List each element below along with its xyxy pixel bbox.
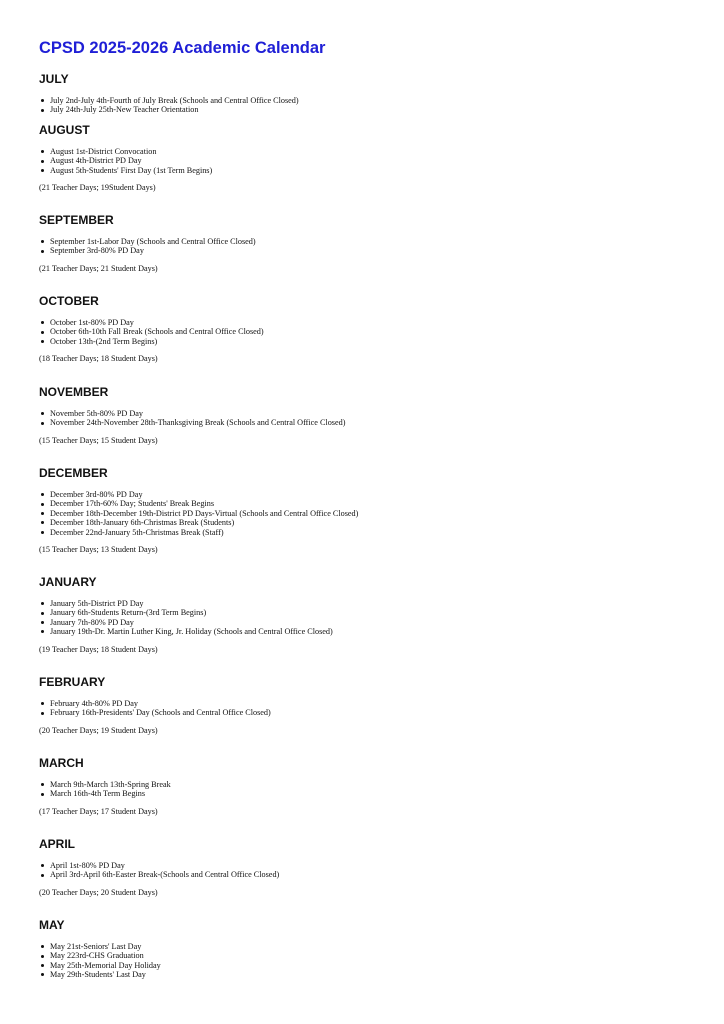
list-item: July 2nd-July 4th-Fourth of July Break (Schools and Central Office Closed) — [39, 96, 699, 105]
list-item: March 9th-March 13th-Spring Break — [39, 780, 699, 789]
list-item: May 25th-Memorial Day Holiday — [39, 961, 699, 970]
list-item: May 223rd-CHS Graduation — [39, 951, 699, 960]
month-section-november — [39, 385, 699, 445]
page-title: CPSD 2025-2026 Academic Calendar — [39, 39, 326, 57]
list-item: October 13th-(2nd Term Begins) — [39, 337, 699, 346]
list-item: February 4th-80% PD Day — [39, 699, 699, 708]
list-item: August 5th-Students' First Day (1st Term Begins) — [39, 166, 699, 175]
month-section-october — [39, 294, 699, 364]
list-item: December 3rd-80% PD Day — [39, 490, 699, 499]
month-heading: JANUARY — [39, 575, 97, 589]
month-heading: MAY — [39, 918, 65, 932]
list-item: July 24th-July 25th-New Teacher Orientation — [39, 105, 699, 114]
list-item: December 18th-December 19th-District PD Days-Virtual (Schools and Central Office Closed) — [39, 509, 699, 518]
list-item: November 24th-November 28th-Thanksgiving Break (Schools and Central Office Closed) — [39, 418, 699, 427]
event-list — [39, 861, 699, 880]
month-summary: (21 Teacher Days; 19Student Days) — [39, 183, 156, 193]
month-heading: OCTOBER — [39, 294, 99, 308]
list-item: August 4th-District PD Day — [39, 156, 699, 165]
event-list — [39, 942, 699, 980]
month-heading: SEPTEMBER — [39, 213, 114, 227]
event-list — [39, 780, 699, 799]
month-heading: NOVEMBER — [39, 385, 109, 399]
list-item: April 1st-80% PD Day — [39, 861, 699, 870]
event-list — [39, 96, 699, 115]
list-item: May 21st-Seniors' Last Day — [39, 942, 699, 951]
event-list — [39, 237, 699, 256]
month-summary: (15 Teacher Days; 15 Student Days) — [39, 435, 158, 445]
event-list — [39, 599, 699, 637]
month-heading: AUGUST — [39, 123, 90, 137]
month-section-may — [39, 918, 699, 980]
list-item: November 5th-80% PD Day — [39, 409, 699, 418]
calendar-document — [39, 38, 699, 64]
list-item: February 16th-Presidents' Day (Schools and Central Office Closed) — [39, 708, 699, 717]
month-heading: DECEMBER — [39, 466, 108, 480]
list-item: January 6th-Students Return-(3rd Term Begins) — [39, 608, 699, 617]
list-item: January 19th-Dr. Martin Luther King, Jr. Holiday (Schools and Central Office Closed) — [39, 627, 699, 636]
month-heading: APRIL — [39, 837, 75, 851]
list-item: September 1st-Labor Day (Schools and Central Office Closed) — [39, 237, 699, 246]
month-summary: (21 Teacher Days; 21 Student Days) — [39, 263, 158, 273]
month-section-april — [39, 837, 699, 897]
list-item: October 6th-10th Fall Break (Schools and Central Office Closed) — [39, 327, 699, 336]
month-heading: FEBRUARY — [39, 675, 106, 689]
list-item: January 7th-80% PD Day — [39, 618, 699, 627]
month-section-february — [39, 675, 699, 735]
month-summary: (20 Teacher Days; 19 Student Days) — [39, 725, 158, 735]
month-summary: (20 Teacher Days; 20 Student Days) — [39, 887, 158, 897]
event-list — [39, 490, 699, 537]
month-heading: MARCH — [39, 756, 84, 770]
month-section-march — [39, 756, 699, 816]
month-section-september — [39, 213, 699, 273]
month-section-july — [39, 72, 699, 115]
month-summary: (18 Teacher Days; 18 Student Days) — [39, 354, 158, 364]
list-item: May 29th-Students' Last Day — [39, 970, 699, 979]
list-item: January 5th-District PD Day — [39, 599, 699, 608]
list-item: April 3rd-April 6th-Easter Break-(Schools and Central Office Closed) — [39, 870, 699, 879]
event-list — [39, 147, 699, 175]
list-item: October 1st-80% PD Day — [39, 318, 699, 327]
event-list — [39, 318, 699, 346]
list-item: December 18th-January 6th-Christmas Break (Students) — [39, 518, 699, 527]
event-list — [39, 409, 699, 428]
list-item: August 1st-District Convocation — [39, 147, 699, 156]
event-list — [39, 699, 699, 718]
month-section-august — [39, 123, 699, 193]
month-heading: JULY — [39, 72, 69, 86]
month-summary: (19 Teacher Days; 18 Student Days) — [39, 644, 158, 654]
month-section-january — [39, 575, 699, 654]
month-section-december — [39, 466, 699, 554]
list-item: December 17th-60% Day; Students' Break Begins — [39, 499, 699, 508]
month-summary: (15 Teacher Days; 13 Student Days) — [39, 544, 158, 554]
list-item: September 3rd-80% PD Day — [39, 246, 699, 255]
list-item: December 22nd-January 5th-Christmas Break (Staff) — [39, 528, 699, 537]
list-item: March 16th-4th Term Begins — [39, 789, 699, 798]
month-summary: (17 Teacher Days; 17 Student Days) — [39, 806, 158, 816]
